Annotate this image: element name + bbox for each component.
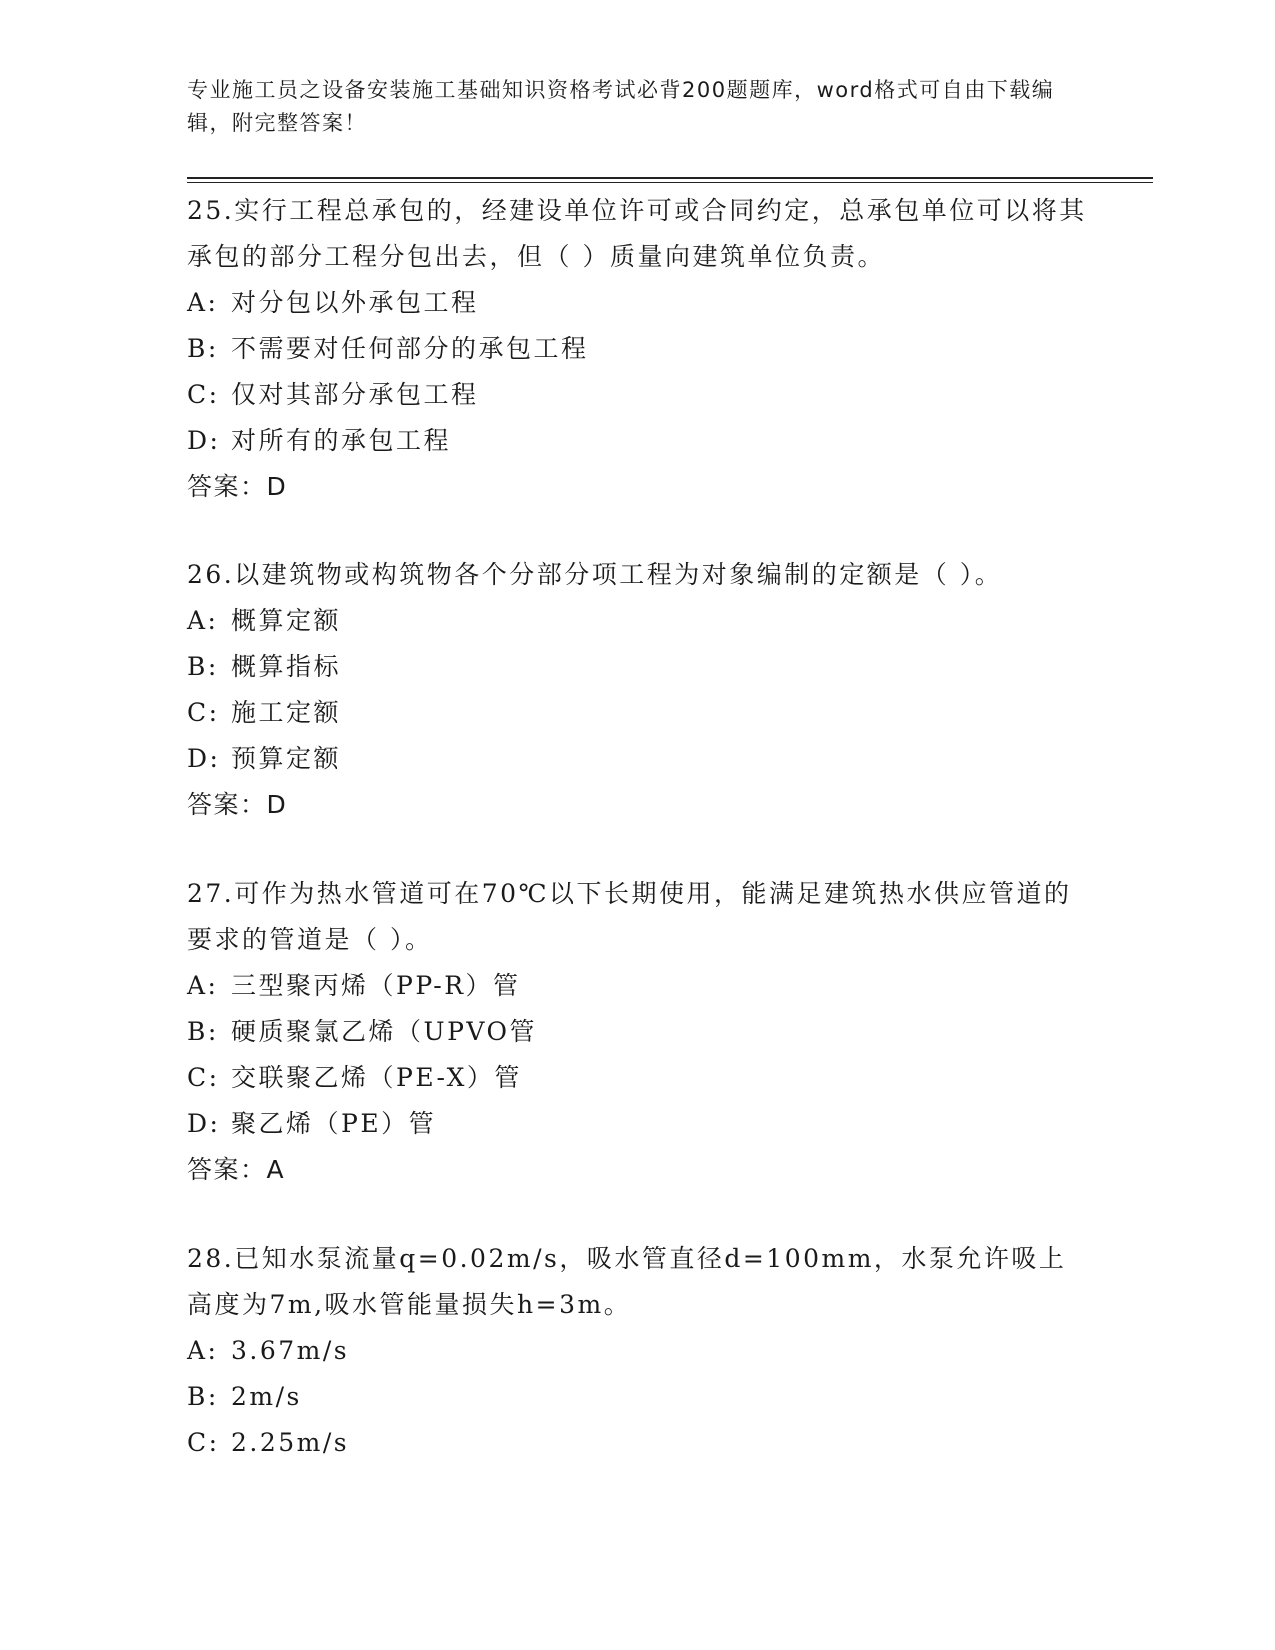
option-text: 3.67m/s bbox=[231, 1336, 350, 1365]
option-c bbox=[187, 372, 1087, 418]
option-text: 2m/s bbox=[231, 1382, 302, 1411]
option-letter: A: bbox=[187, 606, 219, 635]
option-letter: A: bbox=[187, 971, 219, 1000]
question-stem: 25.实行工程总承包的，经建设单位许可或合同约定，总承包单位可以将其承包的部分工程分包出去，但（ ）质量向建筑单位负责。 bbox=[187, 196, 1087, 271]
option-letter: C: bbox=[187, 380, 220, 409]
option-text: 对分包以外承包工程 bbox=[231, 288, 479, 317]
option-text: 概算指标 bbox=[231, 652, 342, 681]
option-letter: D: bbox=[187, 1109, 221, 1138]
option-text: 交联聚乙烯（PE-X）管 bbox=[231, 1063, 522, 1092]
option-text: 聚乙烯（PE）管 bbox=[231, 1109, 437, 1138]
option-letter: B: bbox=[187, 334, 219, 363]
option-a bbox=[187, 963, 1087, 1009]
question-26 bbox=[187, 552, 1087, 828]
option-letter: B: bbox=[187, 652, 219, 681]
question-stem: 26.以建筑物或构筑物各个分部分项工程为对象编制的定额是（ ）。 bbox=[187, 560, 1003, 589]
option-text: 三型聚丙烯（PP-R）管 bbox=[231, 971, 521, 1000]
option-text: 概算定额 bbox=[231, 606, 342, 635]
option-letter: B: bbox=[187, 1382, 219, 1411]
option-b bbox=[187, 1009, 1087, 1055]
header-divider-thin bbox=[187, 182, 1153, 183]
option-a bbox=[187, 280, 1087, 326]
option-letter: C: bbox=[187, 1428, 220, 1457]
question-25 bbox=[187, 188, 1087, 510]
option-letter: C: bbox=[187, 1063, 220, 1092]
option-c bbox=[187, 1055, 1087, 1101]
option-a bbox=[187, 1328, 1087, 1374]
option-text: 预算定额 bbox=[231, 744, 342, 773]
option-text: 不需要对任何部分的承包工程 bbox=[231, 334, 589, 363]
option-letter: A: bbox=[187, 1336, 219, 1365]
option-text: 仅对其部分承包工程 bbox=[231, 380, 479, 409]
option-text: 施工定额 bbox=[231, 698, 342, 727]
header-divider-thick bbox=[187, 177, 1153, 179]
document-header: 专业施工员之设备安装施工基础知识资格考试必背200题题库，word格式可自由下载编辑，附完整答案！ bbox=[187, 78, 1055, 135]
option-letter: B: bbox=[187, 1017, 219, 1046]
option-text: 对所有的承包工程 bbox=[231, 426, 452, 455]
question-stem: 28.已知水泵流量q=0.02m/s，吸水管直径d=100mm，水泵允许吸上高度为7m,吸水管能量损失h=3m。 bbox=[187, 1244, 1067, 1319]
question-28 bbox=[187, 1236, 1087, 1466]
answer-line: 答案：D bbox=[187, 790, 288, 819]
question-27 bbox=[187, 871, 1087, 1193]
answer-line: 答案：A bbox=[187, 1155, 286, 1184]
option-letter: A: bbox=[187, 288, 219, 317]
answer-line: 答案：D bbox=[187, 472, 288, 501]
option-text: 硬质聚氯乙烯（UPVO管 bbox=[231, 1017, 538, 1046]
option-d bbox=[187, 736, 1087, 782]
question-stem: 27.可作为热水管道可在70℃以下长期使用，能满足建筑热水供应管道的要求的管道是（ ）。 bbox=[187, 879, 1072, 954]
option-b bbox=[187, 1374, 1087, 1420]
option-a bbox=[187, 598, 1087, 644]
option-letter: C: bbox=[187, 698, 220, 727]
option-b bbox=[187, 644, 1087, 690]
option-letter: D: bbox=[187, 426, 221, 455]
option-c bbox=[187, 1420, 1087, 1466]
option-c bbox=[187, 690, 1087, 736]
option-text: 2.25m/s bbox=[231, 1428, 350, 1457]
option-d bbox=[187, 418, 1087, 464]
option-d bbox=[187, 1101, 1087, 1147]
option-b bbox=[187, 326, 1087, 372]
option-letter: D: bbox=[187, 744, 221, 773]
